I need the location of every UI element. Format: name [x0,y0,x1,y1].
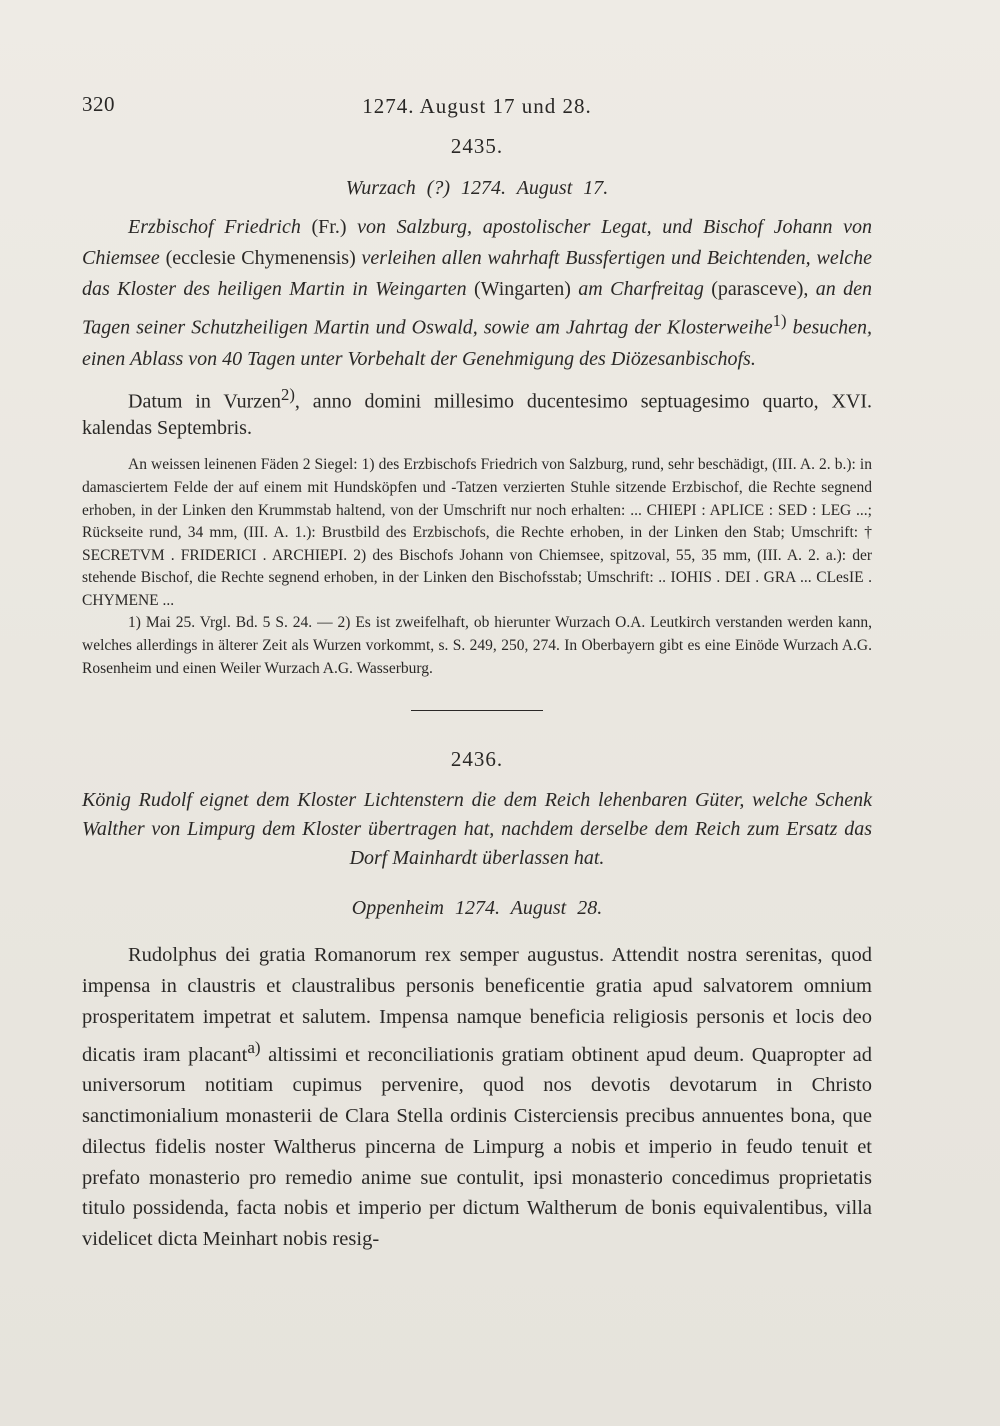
regest-text: von Salzburg, apostolischer Legat, und Bischof Johann von Chiemsee [82,216,872,269]
regest-summary [82,212,872,375]
document-2435 [82,134,872,680]
place-date: Oppenheim 1274. August 28. [351,897,603,920]
notes-block [82,454,872,680]
footnotes: 1) Mai 25. Vrgl. Bd. 5 S. 24. — 2) Es ist zweifelhaft, ob hierunter Wurzach O.A. Leutkirch verstanden werden kann, welches allerdings in älterer Zeit als Wurzen vorkommt, s. S. 249, 250, 274. In Oberbayern gibt es eine Einöde Wurzach A.G. Rosenheim und einen Weiler Wurzach A.G. Wasserburg. [82,614,872,677]
regest-text-upright: (Wingarten) [473,278,571,300]
dating-clause [82,381,872,443]
page-header [82,88,872,128]
regest-text-upright: (Fr.) [311,216,347,238]
document-number: 2436. [450,747,504,772]
dating-text: Datum in Vurzen [128,390,281,413]
running-head: 1274. August 17 und 28. [362,94,592,118]
footnote-marker: 2) [281,384,295,404]
regest-text: am Charfreitag [570,278,712,300]
section-divider [411,710,543,711]
seal-description: An weissen leinenen Fäden 2 Siegel: 1) des Erzbischofs Friedrich von Salzburg, rund, sehr beschädigt, (III. A. 2. b.): in damasciertem Felde der auf einem mit Hundsköpfen und -Tatzen verzierten Stuhle sitzende Erzbischof, die Rechte segnend erhoben, in der Linken den Krummstab haltend, von der Umschrift nur noch erhalten: ... CHIEPI : APLICE : SED : LEG ...; Rückseite rund, 34 mm, (III. A. 1.): Brustbild des Erzbischofs, die Rechte erhoben, in der Linken den Stab; Umschrift: † SECRETVM . FRIDERICI . ARCHIEPI. 2) des Bischofs Johann von Chiemsee, spitzoval, 55, 35 mm, (III. A. 2. a.): der stehende Bischof, die Rechte segnend erhoben, in der Linken den Bischofsstab; Umschrift: .. IOHIS . DEI . GRA ... CLesIE . CHYMENE ... [82,456,872,609]
charter-text-part: altissimi et reconciliationis gratiam obtinent apud deum. Quapropter ad universorum notitiam cupimus pervenire, quod nos devotis devotarum in Christo sanctimonialium monasterii de Clara Stella ordinis Cisterciensis precibus annuentes bona, que dilectus fidelis noster Waltherus pincerna de Limpurg a nobis et imperio in feudo tenuit et prefato monasterio pro remedio anime sue contulit, ipsi monasterio concedimus proprietatis titulo possidenda, facta nobis et imperio per dictum Waltherum de bonis equivalentibus, villa videlicet dicta Meinhart nobis resig- [82,1043,872,1251]
regest-text-upright: (ecclesie Chymenensis) [165,247,356,269]
place-date: Wurzach (?) 1274. August 17. [345,177,609,199]
page-content [82,88,872,1255]
regest-text: besuchen, einen Ablass von 40 Tagen unter Vorbehalt der Genehmigung des Diözesanbischofs. [82,316,872,370]
charter-text-part: Rudolphus dei gratia Romanorum rex semper augustus. Attendit nostra serenitas, quod impensa in claustris et claustralibus personis beneficentie gratia apud salvatorem omnium prosperitatem impetrat et salutem. Impensa namque beneficia religiosis personis et locis deo dicatis iram placant [82,944,872,1066]
document-2436 [82,747,872,1255]
document-number: 2435. [450,134,504,158]
regest-text: verleihen allen wahrhaft Bussfertigen und Beichtenden, welche das Kloster des heiligen Martin in Weingarten [82,247,873,300]
regest-text: an den Tagen seiner Schutzheiligen Martin und Oswald, sowie am Jahrtag der Klosterweihe [82,278,872,339]
charter-text [82,940,872,1255]
regest-text-upright: (parasceve), [711,278,809,300]
dating-text: , anno domini millesimo ducentesimo septuagesimo quarto, XVI. kalendas Septembris. [82,390,872,440]
regest-text: Erzbischof Friedrich [128,216,312,238]
footnote-marker: 1) [772,311,787,330]
regest-summary: König Rudolf eignet dem Kloster Lichtenstern die dem Reich lehenbaren Güter, welche Schenk Walther von Limpurg dem Kloster übertragen hat, nachdem derselbe dem Reich zum Ersatz das Dorf Mainhardt überlassen hat. [82,789,872,870]
page-number: 320 [82,92,115,116]
footnote-marker: a) [247,1037,261,1057]
